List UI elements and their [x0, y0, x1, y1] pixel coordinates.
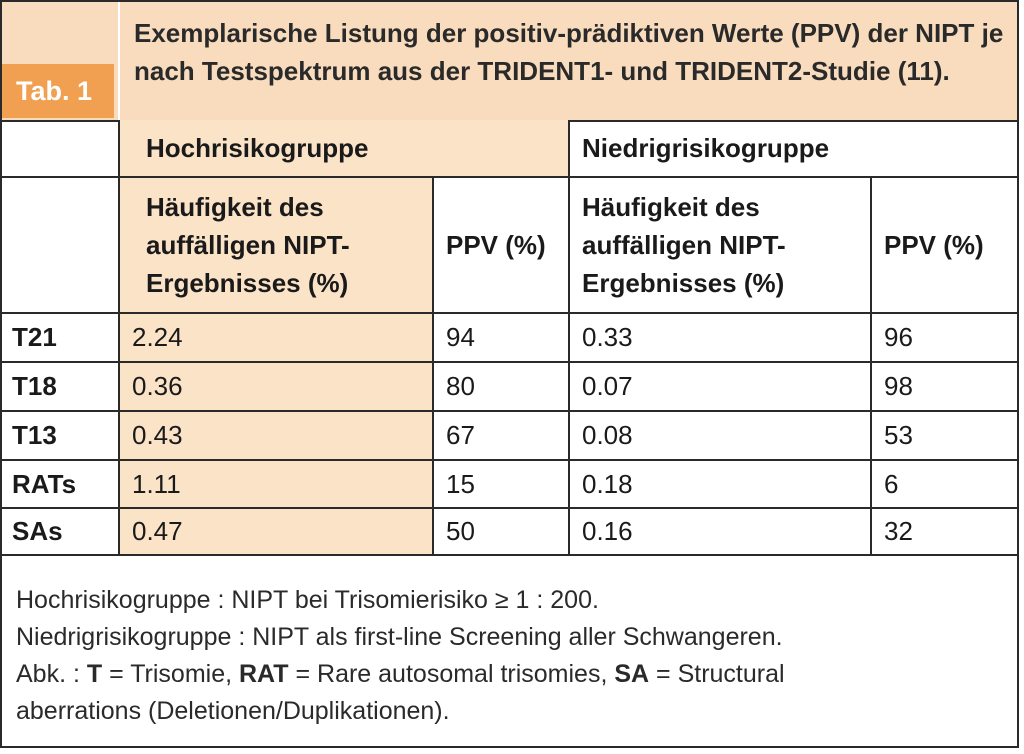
subheader-high-ppv: PPV (%) — [446, 229, 546, 260]
grid-line — [118, 120, 120, 556]
row-label-t21: T21 — [12, 322, 57, 352]
table-number-label: Tab. 1 — [2, 64, 114, 118]
subheader-low-frequency-line3: Ergebnisses (%) — [582, 268, 785, 298]
grid-line — [2, 507, 1017, 509]
cell-t13-high-ppv: 67 — [446, 420, 475, 450]
cell-sas-high-ppv: 50 — [446, 516, 475, 546]
grid-line — [432, 176, 434, 556]
cell-t13-low-frequency: 0.08 — [582, 420, 633, 450]
grid-line — [870, 176, 872, 556]
subheader-low-frequency — [570, 178, 870, 312]
cell-t13-high-frequency: 0.43 — [132, 420, 183, 450]
subheader-low-frequency-line2: auffälligen NIPT- — [582, 230, 786, 260]
grid-line — [568, 120, 570, 556]
cell-sas-low-frequency: 0.16 — [582, 516, 633, 546]
footnote-abbreviations — [16, 656, 1006, 693]
footnote-abbr-prefix: Abk. : — [16, 660, 87, 688]
cell-t18-high-ppv: 80 — [446, 371, 475, 401]
title-separator — [118, 2, 120, 120]
group-header-low-risk: Niedrigrisikogruppe — [582, 132, 830, 163]
row-label-t13: T13 — [12, 420, 57, 450]
cell-rats-low-frequency: 0.18 — [582, 468, 633, 499]
row-label-t18: T18 — [12, 371, 57, 401]
grid-line — [2, 176, 1017, 178]
cell-t21-high-ppv: 94 — [446, 322, 475, 352]
footnote-abbr-sa-definition: = Structural — [649, 660, 785, 688]
footnote-high-risk-definition: Hochrisikogruppe : NIPT bei Trisomierisiko ≥ 1 : 200. — [16, 586, 599, 614]
grid-line — [2, 410, 1017, 412]
cell-rats-low-ppv: 6 — [884, 468, 899, 499]
subheader-high-frequency-line2: auffälligen NIPT- — [146, 230, 350, 260]
cell-t21-high-frequency: 2.24 — [132, 322, 183, 352]
footnote-abbr-sa: SA — [614, 660, 650, 688]
cell-t13-low-ppv: 53 — [884, 420, 913, 450]
footnote-abbr-t-definition: = Trisomie, — [102, 660, 239, 688]
cell-t18-high-frequency: 0.36 — [132, 371, 183, 401]
footnote-abbreviations-continued: aberrations (Deletionen/Duplikationen). — [16, 697, 450, 725]
footnote-abbr-rat-definition: = Rare autosomal trisomies, — [288, 660, 615, 688]
grid-line — [2, 554, 1017, 556]
cell-t18-low-ppv: 98 — [884, 371, 913, 401]
cell-rats-high-frequency: 1.11 — [132, 468, 181, 499]
grid-line — [2, 312, 1017, 314]
footnote-abbr-rat: RAT — [239, 660, 289, 688]
subheader-high-frequency-line3: Ergebnisses (%) — [146, 268, 349, 298]
subheader-low-ppv: PPV (%) — [884, 229, 984, 260]
cell-t21-low-frequency: 0.33 — [582, 322, 633, 352]
subheader-high-frequency-line1: Häufigkeit des — [146, 192, 324, 222]
subheader-low-frequency-line1: Häufigkeit des — [582, 192, 760, 222]
group-header-high-risk: Hochrisikogruppe — [146, 132, 369, 163]
cell-rats-high-ppv: 15 — [446, 468, 475, 499]
cell-sas-low-ppv: 32 — [884, 516, 913, 546]
row-label-sas: SAs — [12, 516, 63, 546]
grid-line — [2, 459, 1017, 461]
table-footnote — [16, 582, 1006, 730]
table-title-row — [2, 2, 1017, 122]
footnote-abbr-t: T — [86, 660, 103, 688]
row-label-rats: RATs — [12, 468, 77, 499]
footnote-low-risk-definition: Niedrigrisikogruppe : NIPT als first-line Screening aller Schwangeren. — [16, 623, 783, 651]
table-title: Exemplarische Listung der positiv-prädiktiven Werte (PPV) der NIPT je nach Testspektrum aus der TRIDENT1- und TRIDENT2-Studie (11). — [134, 18, 1004, 86]
cell-t18-low-frequency: 0.07 — [582, 371, 633, 401]
grid-line — [2, 361, 1017, 363]
subheader-high-frequency — [132, 178, 432, 312]
cell-sas-high-frequency: 0.47 — [132, 516, 183, 546]
cell-t21-low-ppv: 96 — [884, 322, 913, 352]
